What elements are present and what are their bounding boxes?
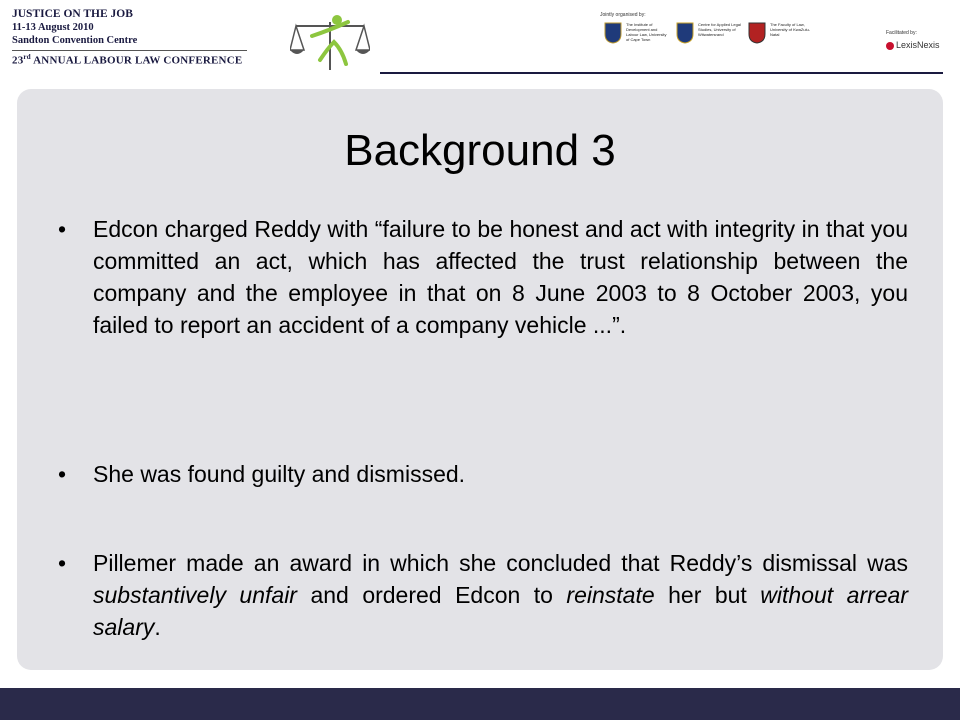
- conference-dates: 11-13 August 2010: [12, 22, 94, 33]
- bullet-item: [58, 458, 908, 490]
- conference-name: JUSTICE ON THE JOB: [12, 8, 133, 20]
- bullet-segment: She was found guilty and dismissed.: [93, 461, 466, 487]
- bullet-item: [58, 213, 908, 341]
- organiser-ukzn: The Faculty of Law, University of KwaZulu-Natal: [770, 22, 811, 37]
- bullet-segment: .: [154, 614, 161, 640]
- bullet-dot-icon: •: [58, 216, 67, 242]
- bullet-item: [58, 547, 908, 643]
- bullet-text: [93, 458, 908, 490]
- bullet-emphasis: reinstate: [566, 582, 655, 608]
- bullet-emphasis: without arrear salary: [93, 582, 909, 640]
- bullet-text: [93, 547, 908, 643]
- organiser-wits: Centre for Applied Legal Studies, University of Witwatersrand: [698, 22, 741, 37]
- facilitated-label: Facilitated by:: [886, 30, 917, 36]
- bullet-segment: and ordered Edcon to: [296, 582, 567, 608]
- bullet-emphasis: substantively unfair: [93, 582, 297, 608]
- sponsor-name: LexisNexis: [896, 40, 940, 50]
- conference-annual-title: 23rd ANNUAL LABOUR LAW CONFERENCE: [12, 53, 243, 67]
- bullet-text: [93, 213, 908, 341]
- bullet-segment: Pillemer made an award in which she concluded that Reddy’s dismissal was: [93, 550, 908, 576]
- conference-venue: Sandton Convention Centre: [12, 35, 138, 46]
- bullet-dot-icon: •: [58, 550, 67, 576]
- organiser-uct: The Institute of Development and Labour Law, University of Cape Town: [626, 22, 667, 42]
- bullet-segment: Edcon charged Reddy with “failure to be honest and act with integrity in that you committed an act, which has affected the trust relationship between the company and the employee in that on 8 June 2003 to 8 October 2003, you failed to report an accident of a company vehicle ...”.: [93, 216, 908, 338]
- jointly-organised-label: Jointly organised by:: [600, 12, 646, 18]
- bullet-dot-icon: •: [58, 461, 67, 487]
- bullet-segment: her but: [654, 582, 761, 608]
- slide-title: Background 3: [344, 126, 616, 175]
- footer-bar: [0, 688, 960, 720]
